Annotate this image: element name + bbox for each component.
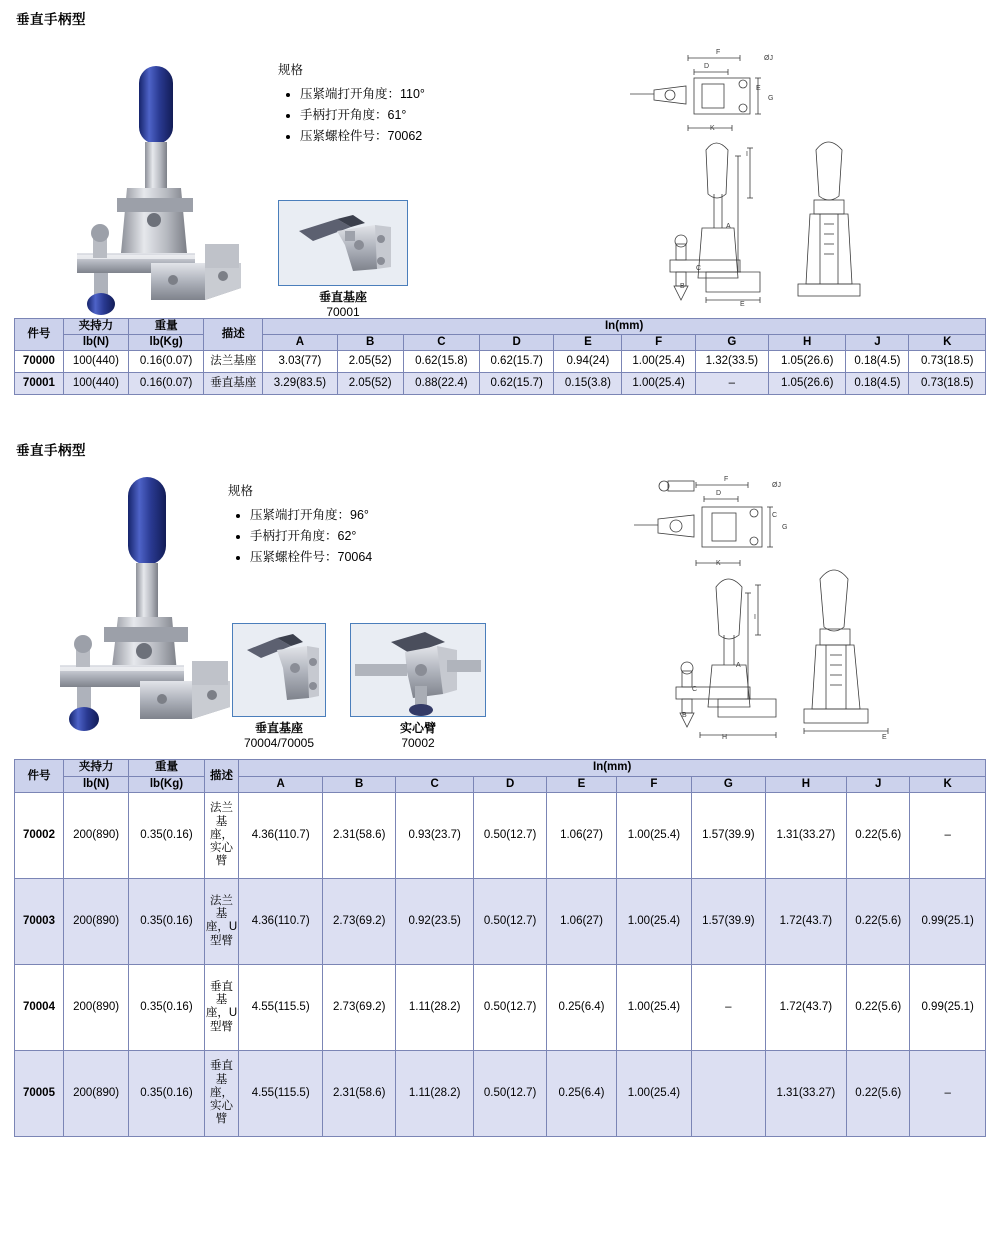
thumbnail-code: 70004/70005	[243, 736, 315, 751]
th-dim-e: E	[547, 776, 616, 792]
thumbnail-code: 70002	[401, 736, 435, 751]
thumbnail-code: 70001	[326, 305, 360, 319]
svg-text:B: B	[682, 712, 687, 720]
thumbnail-caption	[278, 290, 408, 320]
cell-dim-c: 0.88(22.4)	[403, 373, 479, 395]
table-row	[15, 351, 986, 373]
cell-dim-j: 0.22(5.6)	[847, 964, 910, 1050]
cell-dim-c: 1.11(28.2)	[396, 964, 474, 1050]
th-dim-k: K	[910, 776, 986, 792]
th-code: 件号	[15, 319, 64, 351]
cell-dim-h: 1.05(26.6)	[769, 351, 846, 373]
th-dim-d: D	[480, 335, 554, 351]
cell-dim-d: 0.50(12.7)	[473, 964, 546, 1050]
cell-dim-d: 0.62(15.7)	[480, 351, 554, 373]
cell-dim-f: 1.00(25.4)	[616, 792, 691, 878]
cell-dim-g: 1.57(39.9)	[692, 878, 765, 964]
table-row	[15, 964, 986, 1050]
cell-force: 100(440)	[63, 373, 128, 395]
dimension-table-2	[14, 759, 986, 1136]
cell-dim-a: 3.03(77)	[263, 351, 337, 373]
cell-dim-h: 1.72(43.7)	[765, 878, 847, 964]
cell-dim-k: 0.73(18.5)	[909, 351, 986, 373]
table-row	[15, 878, 986, 964]
cell-code: 70005	[15, 1050, 64, 1136]
cell-dim-e: 0.25(6.4)	[547, 1050, 616, 1136]
spec-item: • 手柄打开角度：61°	[300, 105, 425, 123]
base-thumbnails	[278, 200, 408, 320]
cell-dim-e: 0.25(6.4)	[547, 964, 616, 1050]
cell-dim-e: 1.06(27)	[547, 792, 616, 878]
th-weight-unit: lb(Kg)	[129, 776, 204, 792]
cell-dim-h: 1.72(43.7)	[765, 964, 847, 1050]
svg-text:C: C	[772, 512, 778, 520]
th-code: 件号	[15, 760, 64, 792]
cell-dim-h: 1.31(33.27)	[765, 1050, 847, 1136]
cell-desc: 法兰基座，实心臂	[204, 792, 239, 878]
cell-dim-d: 0.62(15.7)	[480, 373, 554, 395]
spec-item: • 手柄打开角度：62°	[250, 526, 372, 544]
cell-weight: 0.16(0.07)	[128, 373, 203, 395]
section-content	[0, 459, 1001, 759]
th-weight-label: 重量	[154, 320, 178, 332]
cell-dim-f: 1.00(25.4)	[616, 1050, 691, 1136]
cell-force: 200(890)	[63, 792, 128, 878]
svg-text:C: C	[692, 686, 698, 694]
cell-weight: 0.35(0.16)	[129, 792, 204, 878]
th-force	[63, 319, 128, 335]
th-dim-c: C	[403, 335, 479, 351]
spec-heading: 规格	[228, 484, 254, 499]
cell-dim-e: 0.94(24)	[554, 351, 622, 373]
cell-dim-g: 1.32(33.5)	[695, 351, 768, 373]
svg-text:I: I	[754, 614, 756, 622]
cell-desc: 法兰基座，U型臂	[204, 878, 239, 964]
cell-dim-f: 1.00(25.4)	[622, 351, 695, 373]
th-dim-g: G	[692, 776, 765, 792]
thumbnail-item	[232, 623, 326, 751]
cell-dim-k: 0.99(25.1)	[910, 964, 986, 1050]
thumbnail-item	[350, 623, 486, 751]
cell-dim-a: 4.55(115.5)	[239, 964, 323, 1050]
th-weight-unit: lb(Kg)	[128, 335, 203, 351]
svg-text:A: A	[736, 662, 741, 670]
table-row	[15, 373, 986, 395]
cell-dim-k: 0.73(18.5)	[909, 373, 986, 395]
cell-weight: 0.16(0.07)	[128, 351, 203, 373]
th-force-unit: lb(N)	[63, 335, 128, 351]
spec-item: • 压紧端打开角度：96°	[250, 505, 372, 523]
cell-dim-a: 4.36(110.7)	[239, 878, 323, 964]
svg-text:E: E	[756, 85, 761, 92]
svg-text:I: I	[746, 151, 748, 158]
th-dim-h: H	[765, 776, 847, 792]
svg-text:A: A	[726, 223, 731, 230]
vertical-base-image	[278, 200, 408, 286]
spec-block	[228, 481, 372, 568]
cell-desc: 法兰基座	[204, 351, 263, 373]
th-dims: In(mm)	[263, 319, 986, 335]
cell-dim-c: 0.92(23.5)	[396, 878, 474, 964]
th-force-label: 夹持力	[78, 320, 114, 332]
thumbnail-caption	[350, 721, 486, 751]
svg-text:ØJ: ØJ	[764, 55, 773, 62]
th-dim-g: G	[695, 335, 768, 351]
svg-text:C: C	[696, 265, 702, 272]
cell-dim-b: 2.73(69.2)	[322, 964, 395, 1050]
svg-text:G: G	[782, 524, 788, 532]
th-dim-k: K	[909, 335, 986, 351]
cell-dim-b: 2.73(69.2)	[322, 878, 395, 964]
product-photo	[40, 469, 260, 744]
cell-dim-b: 2.05(52)	[337, 373, 403, 395]
cell-dim-j: 0.22(5.6)	[847, 792, 910, 878]
cell-code: 70000	[15, 351, 64, 373]
cell-dim-j: 0.18(4.5)	[846, 351, 909, 373]
dimension-table-1	[14, 318, 986, 395]
th-desc: 描述	[204, 760, 239, 792]
cell-dim-e: 1.06(27)	[547, 878, 616, 964]
cell-dim-g: 1.57(39.9)	[692, 792, 765, 878]
svg-text:K: K	[716, 560, 721, 568]
svg-text:D: D	[704, 63, 710, 70]
product-photo	[55, 48, 265, 318]
cell-dim-a: 3.29(83.5)	[263, 373, 337, 395]
cell-code: 70004	[15, 964, 64, 1050]
th-force: 夹持力	[63, 760, 128, 776]
th-dim-e: E	[554, 335, 622, 351]
cell-dim-d: 0.50(12.7)	[473, 878, 546, 964]
thumbnail-label: 实心臂	[399, 721, 436, 736]
cell-desc: 垂直基座，U型臂	[204, 964, 239, 1050]
spec-item: • 压紧端打开角度：110°	[300, 84, 425, 102]
cell-code: 70003	[15, 878, 64, 964]
section-vertical-handle-1	[0, 0, 1001, 395]
table-row	[15, 792, 986, 878]
thumbnail-caption	[232, 721, 326, 751]
th-dim-b: B	[322, 776, 395, 792]
cell-weight: 0.35(0.16)	[129, 964, 204, 1050]
cell-dim-h: 1.31(33.27)	[765, 792, 847, 878]
svg-text:F: F	[724, 476, 729, 484]
svg-text:D: D	[716, 490, 722, 498]
svg-text:F: F	[716, 49, 721, 56]
cell-dim-f: 1.00(25.4)	[616, 964, 691, 1050]
cell-dim-k: 0.99(25.1)	[910, 878, 986, 964]
cell-dim-j: 0.18(4.5)	[846, 373, 909, 395]
cell-force: 100(440)	[63, 351, 128, 373]
cell-weight: 0.35(0.16)	[129, 878, 204, 964]
spec-list	[228, 505, 372, 565]
th-dim-j: J	[846, 335, 909, 351]
th-dims: In(mm)	[239, 760, 986, 776]
table-header-row-2	[15, 335, 986, 351]
cell-dim-a: 4.55(115.5)	[239, 1050, 323, 1136]
svg-text:ØJ: ØJ	[772, 482, 781, 490]
cell-dim-h: 1.05(26.6)	[769, 373, 846, 395]
cell-dim-k: –	[910, 792, 986, 878]
svg-text:H: H	[722, 734, 728, 742]
th-dim-b: B	[337, 335, 403, 351]
th-weight: 重量	[129, 760, 204, 776]
th-dim-a: A	[239, 776, 323, 792]
solid-arm-image	[350, 623, 486, 717]
cell-dim-k: –	[910, 1050, 986, 1136]
vertical-base-image	[232, 623, 326, 717]
th-dim-f: F	[616, 776, 691, 792]
cell-force: 200(890)	[63, 1050, 128, 1136]
cell-dim-d: 0.50(12.7)	[473, 792, 546, 878]
section-vertical-handle-2	[0, 421, 1001, 1136]
cell-dim-c: 0.93(23.7)	[396, 792, 474, 878]
th-force-unit: lb(N)	[63, 776, 128, 792]
cell-code: 70002	[15, 792, 64, 878]
cell-dim-f: 1.00(25.4)	[616, 878, 691, 964]
section-title: 垂直手柄型	[16, 443, 86, 459]
th-dim-h: H	[769, 335, 846, 351]
cell-weight: 0.35(0.16)	[129, 1050, 204, 1136]
cell-desc: 垂直基座	[204, 373, 263, 395]
th-desc: 描述	[204, 319, 263, 351]
section-divider	[0, 395, 1001, 421]
cell-force: 200(890)	[63, 878, 128, 964]
cell-dim-a: 4.36(110.7)	[239, 792, 323, 878]
cell-dim-j: 0.22(5.6)	[847, 1050, 910, 1136]
spec-item: • 压紧螺栓件号：70064	[250, 547, 372, 565]
thumbnail-label: 垂直基座	[254, 721, 303, 736]
spec-list	[278, 84, 425, 144]
technical-drawings	[620, 459, 960, 752]
table-header-row-2	[15, 776, 986, 792]
technical-drawings	[610, 38, 940, 321]
table-header-row	[15, 760, 986, 776]
cell-dim-b: 2.05(52)	[337, 351, 403, 373]
svg-text:G: G	[768, 95, 774, 102]
spec-item: • 压紧螺栓件号：70062	[300, 126, 425, 144]
cell-dim-g: –	[692, 964, 765, 1050]
cell-dim-e: 0.15(3.8)	[554, 373, 622, 395]
th-dim-f: F	[622, 335, 695, 351]
thumbnail-item	[278, 200, 408, 320]
cell-dim-f: 1.00(25.4)	[622, 373, 695, 395]
cell-dim-g: –	[695, 373, 768, 395]
base-thumbnails	[232, 623, 486, 751]
cell-force: 200(890)	[63, 964, 128, 1050]
section-title: 垂直手柄型	[16, 12, 86, 27]
spec-block	[278, 60, 425, 147]
svg-text:K: K	[710, 125, 715, 132]
cell-code: 70001	[15, 373, 64, 395]
th-dim-c: C	[396, 776, 474, 792]
svg-text:B: B	[680, 283, 685, 290]
spec-heading: 规格	[278, 63, 304, 77]
th-dim-d: D	[473, 776, 546, 792]
th-weight	[128, 319, 203, 335]
cell-dim-b: 2.31(58.6)	[322, 792, 395, 878]
cell-dim-b: 2.31(58.6)	[322, 1050, 395, 1136]
cell-desc: 垂直基座，实心臂	[204, 1050, 239, 1136]
section-content	[0, 28, 1001, 318]
cell-dim-c: 0.62(15.8)	[403, 351, 479, 373]
cell-dim-g	[692, 1050, 765, 1136]
cell-dim-c: 1.11(28.2)	[396, 1050, 474, 1136]
th-dim-j: J	[847, 776, 910, 792]
cell-dim-j: 0.22(5.6)	[847, 878, 910, 964]
svg-text:E: E	[882, 734, 887, 742]
table-row	[15, 1050, 986, 1136]
thumbnail-label: 垂直基座	[318, 290, 367, 304]
cell-dim-d: 0.50(12.7)	[473, 1050, 546, 1136]
th-dim-a: A	[263, 335, 337, 351]
svg-text:E: E	[740, 301, 745, 308]
